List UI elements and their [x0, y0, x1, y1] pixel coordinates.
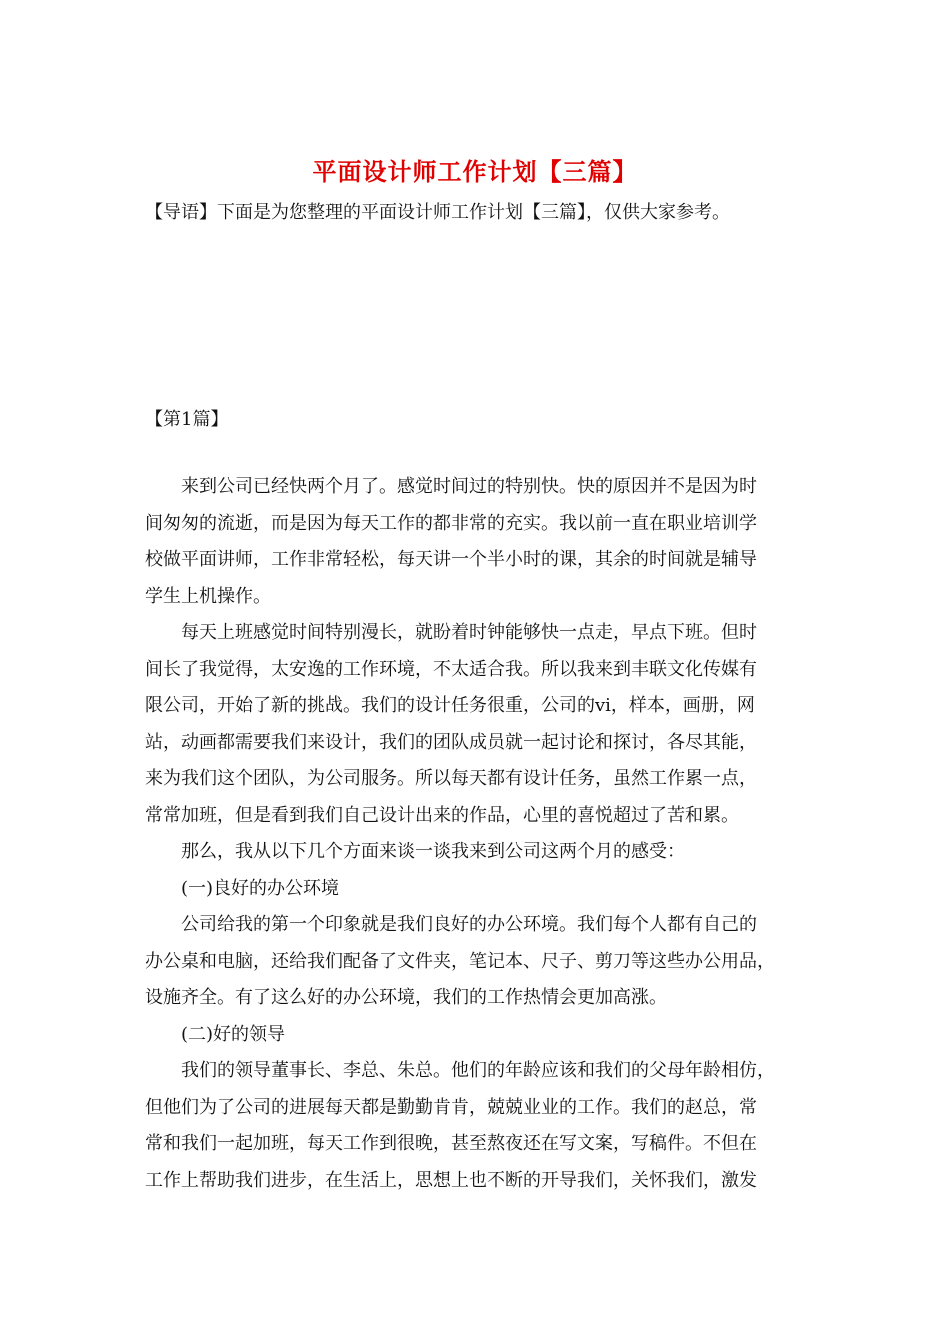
text-line: 常和我们一起加班，每天工作到很晚，甚至熬夜还在写文案，写稿件。不但在	[145, 1133, 757, 1154]
text-line: 站，动画都需要我们来设计，我们的团队成员就一起讨论和探讨，各尽其能，	[145, 731, 757, 753]
text-line: 间匆匆的流逝，而是因为每天工作的都非常的充实。我以前一直在职业培训学	[145, 512, 757, 534]
subheading-1	[145, 871, 815, 908]
text-line: (一)良好的办公环境	[181, 877, 340, 899]
text-line: 限公司，开始了新的挑战。我们的设计任务很重，公司的vi，样本，画册，网	[145, 695, 755, 716]
text-line: 但他们为了公司的进展每天都是勤勤肯肯，兢兢业业的工作。我们的赵总，常	[145, 1096, 757, 1118]
text-line: 间长了我觉得，太安逸的工作环境，不太适合我。所以我来到丰联文化传媒有	[145, 658, 757, 680]
subheading-2	[145, 1017, 815, 1054]
text-line: 我们的领导董事长、李总、朱总。他们的年龄应该和我们的父母年龄相仿，	[181, 1060, 775, 1081]
text-line: 办公桌和电脑，还给我们配备了文件夹，笔记本、尺子、剪刀等这些办公用品，	[145, 950, 775, 972]
text-line: 常常加班，但是看到我们自己设计出来的作品，心里的喜悦超过了苦和累。	[145, 804, 739, 826]
document-title: 平面设计师工作计划【三篇】	[312, 157, 638, 186]
text-line: 那么，我从以下几个方面来谈一谈我来到公司这两个月的感受：	[181, 841, 685, 862]
text-line: 公司给我的第一个印象就是我们良好的办公环境。我们每个人都有自己的	[181, 914, 757, 935]
paragraph-2	[145, 615, 815, 834]
text-line: 来为我们这个团队，为公司服务。所以每天都有设计任务，虽然工作累一点，	[145, 768, 757, 789]
paragraph-3	[145, 834, 815, 871]
text-line: 设施齐全。有了这么好的办公环境，我们的工作热情会更加高涨。	[145, 987, 667, 1008]
paragraph-5	[145, 1053, 815, 1199]
text-line: (二)好的领导	[181, 1023, 286, 1045]
text-line: 学生上机操作。	[145, 585, 271, 607]
paragraph-1	[145, 469, 815, 615]
text-line: 每天上班感觉时间特别漫长，就盼着时钟能够快一点走，早点下班。但时	[181, 622, 757, 643]
intro-text: 【导语】下面是为您整理的平面设计师工作计划【三篇】，仅供大家参考。	[145, 202, 730, 223]
body-text	[145, 469, 815, 1199]
paragraph-4	[145, 907, 815, 1017]
text-line: 校做平面讲师，工作非常轻松，每天讲一个半小时的课，其余的时间就是辅导	[145, 549, 757, 570]
section-heading: 【第1篇】	[145, 409, 229, 430]
text-line: 来到公司已经快两个月了。感觉时间过的特别快。快的原因并不是因为时	[181, 476, 757, 497]
text-line: 工作上帮助我们进步，在生活上，思想上也不断的开导我们，关怀我们，激发	[145, 1169, 757, 1191]
